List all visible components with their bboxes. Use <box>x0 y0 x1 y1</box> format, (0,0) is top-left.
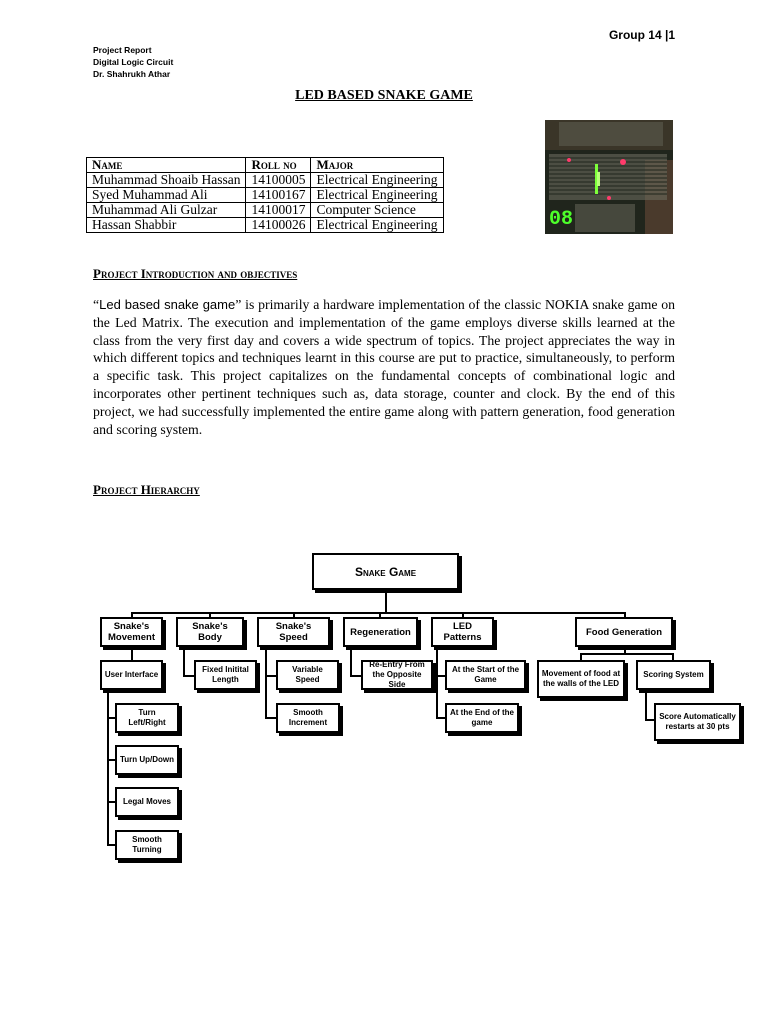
member-roll-no: 14100026 <box>246 218 311 233</box>
connector <box>350 646 352 676</box>
member-table-header <box>87 158 444 173</box>
meta-course: Digital Logic Circuit <box>93 57 174 67</box>
node-turn-left-right: Turn Left/Right <box>115 703 179 733</box>
member-major: Electrical Engineering <box>311 218 443 233</box>
node-snake-game: Snake Game <box>312 553 459 590</box>
section-heading-introduction: Project Introduction and objectives <box>93 266 298 281</box>
node-legal-moves: Legal Moves <box>115 787 179 817</box>
node-snakes-movement: Snake's Movement <box>100 617 163 647</box>
header-major: Major <box>311 158 443 173</box>
node-user-interface: User Interface <box>100 660 163 690</box>
score-readout: 08 <box>549 208 574 231</box>
led-matrix-photo <box>545 120 673 234</box>
connector <box>672 653 674 660</box>
connector <box>265 646 267 718</box>
member-major: Computer Science <box>311 203 443 218</box>
node-snakes-body: Snake's Body <box>176 617 244 647</box>
node-variable-speed: Variable Speed <box>276 660 339 690</box>
member-name: Muhammad Ali Gulzar <box>87 203 246 218</box>
node-regeneration: Regeneration <box>343 617 418 647</box>
table-row <box>87 203 444 218</box>
quote-open: “ <box>93 297 100 312</box>
connector <box>436 646 438 718</box>
connector <box>580 653 674 655</box>
node-scoring-system: Scoring System <box>636 660 711 690</box>
meta-instructor: Dr. Shahrukh Athar <box>93 69 171 79</box>
node-food-generation: Food Generation <box>575 617 673 647</box>
member-name: Hassan Shabbir <box>87 218 246 233</box>
node-re-entry: Re-Entry From the Opposite Side <box>361 660 433 690</box>
quoted-project-name: Led based snake game <box>99 297 236 312</box>
header-roll-no: Roll no <box>246 158 311 173</box>
member-roll-no: 14100005 <box>246 173 311 188</box>
node-smooth-turning: Smooth Turning <box>115 830 179 860</box>
connector <box>265 717 276 719</box>
connector <box>385 590 387 614</box>
node-score-restart: Score Automatically restarts at 30 pts <box>654 703 741 741</box>
node-turn-up-down: Turn Up/Down <box>115 745 179 775</box>
member-roll-no: 14100017 <box>246 203 311 218</box>
connector <box>645 690 647 720</box>
node-led-start-of-game: At the Start of the Game <box>445 660 526 690</box>
node-food-movement: Movement of food at the walls of the LED <box>537 660 625 698</box>
led-matrix-image <box>545 120 673 234</box>
member-name: Muhammad Shoaib Hassan <box>87 173 246 188</box>
table-row <box>87 173 444 188</box>
header-name: Name <box>87 158 246 173</box>
node-led-patterns: LED Patterns <box>431 617 494 647</box>
connector <box>131 646 133 660</box>
document-title: LED BASED SNAKE GAME <box>295 88 473 103</box>
node-smooth-increment: Smooth Increment <box>276 703 340 733</box>
connector <box>107 690 109 846</box>
connector <box>580 653 582 660</box>
member-table <box>86 157 444 233</box>
node-fixed-initial-length: Fixed Initital Length <box>194 660 257 690</box>
node-led-end-of-game: At the End of the game <box>445 703 519 733</box>
member-name: Syed Muhammad Ali <box>87 188 246 203</box>
meta-report-type: Project Report <box>93 45 152 55</box>
introduction-body: is primarily a hardware implementation of the classic NOKIA snake game on the Led Matrix. The execution and implementation of the game employs diverse skills learned at the class from the very first day and covers a wide spectrum of topics. The project appreciates the way in which different topics and techniques learnt in this course are put to practice, simultaneously, to perform a specific task. This project capitalizes on the fundamental concepts of combinational logic and incorporates other pertinent techniques such as, data storage, counter and clock. By the end of this project, we had successfully implemented the entire game along with pattern generation, food generation and scoring system. <box>93 297 676 437</box>
connector <box>183 646 185 676</box>
member-roll-no: 14100167 <box>246 188 311 203</box>
introduction-paragraph <box>93 296 675 438</box>
quote-close: ” <box>235 297 242 312</box>
section-heading-hierarchy: Project Hierarchy <box>93 482 200 497</box>
connector <box>265 675 276 677</box>
table-row <box>87 218 444 233</box>
page-header-group: Group 14 |1 <box>608 28 675 42</box>
report-meta <box>93 44 173 80</box>
member-major: Electrical Engineering <box>311 173 443 188</box>
member-major: Electrical Engineering <box>311 188 443 203</box>
node-snakes-speed: Snake's Speed <box>257 617 330 647</box>
table-row <box>87 188 444 203</box>
